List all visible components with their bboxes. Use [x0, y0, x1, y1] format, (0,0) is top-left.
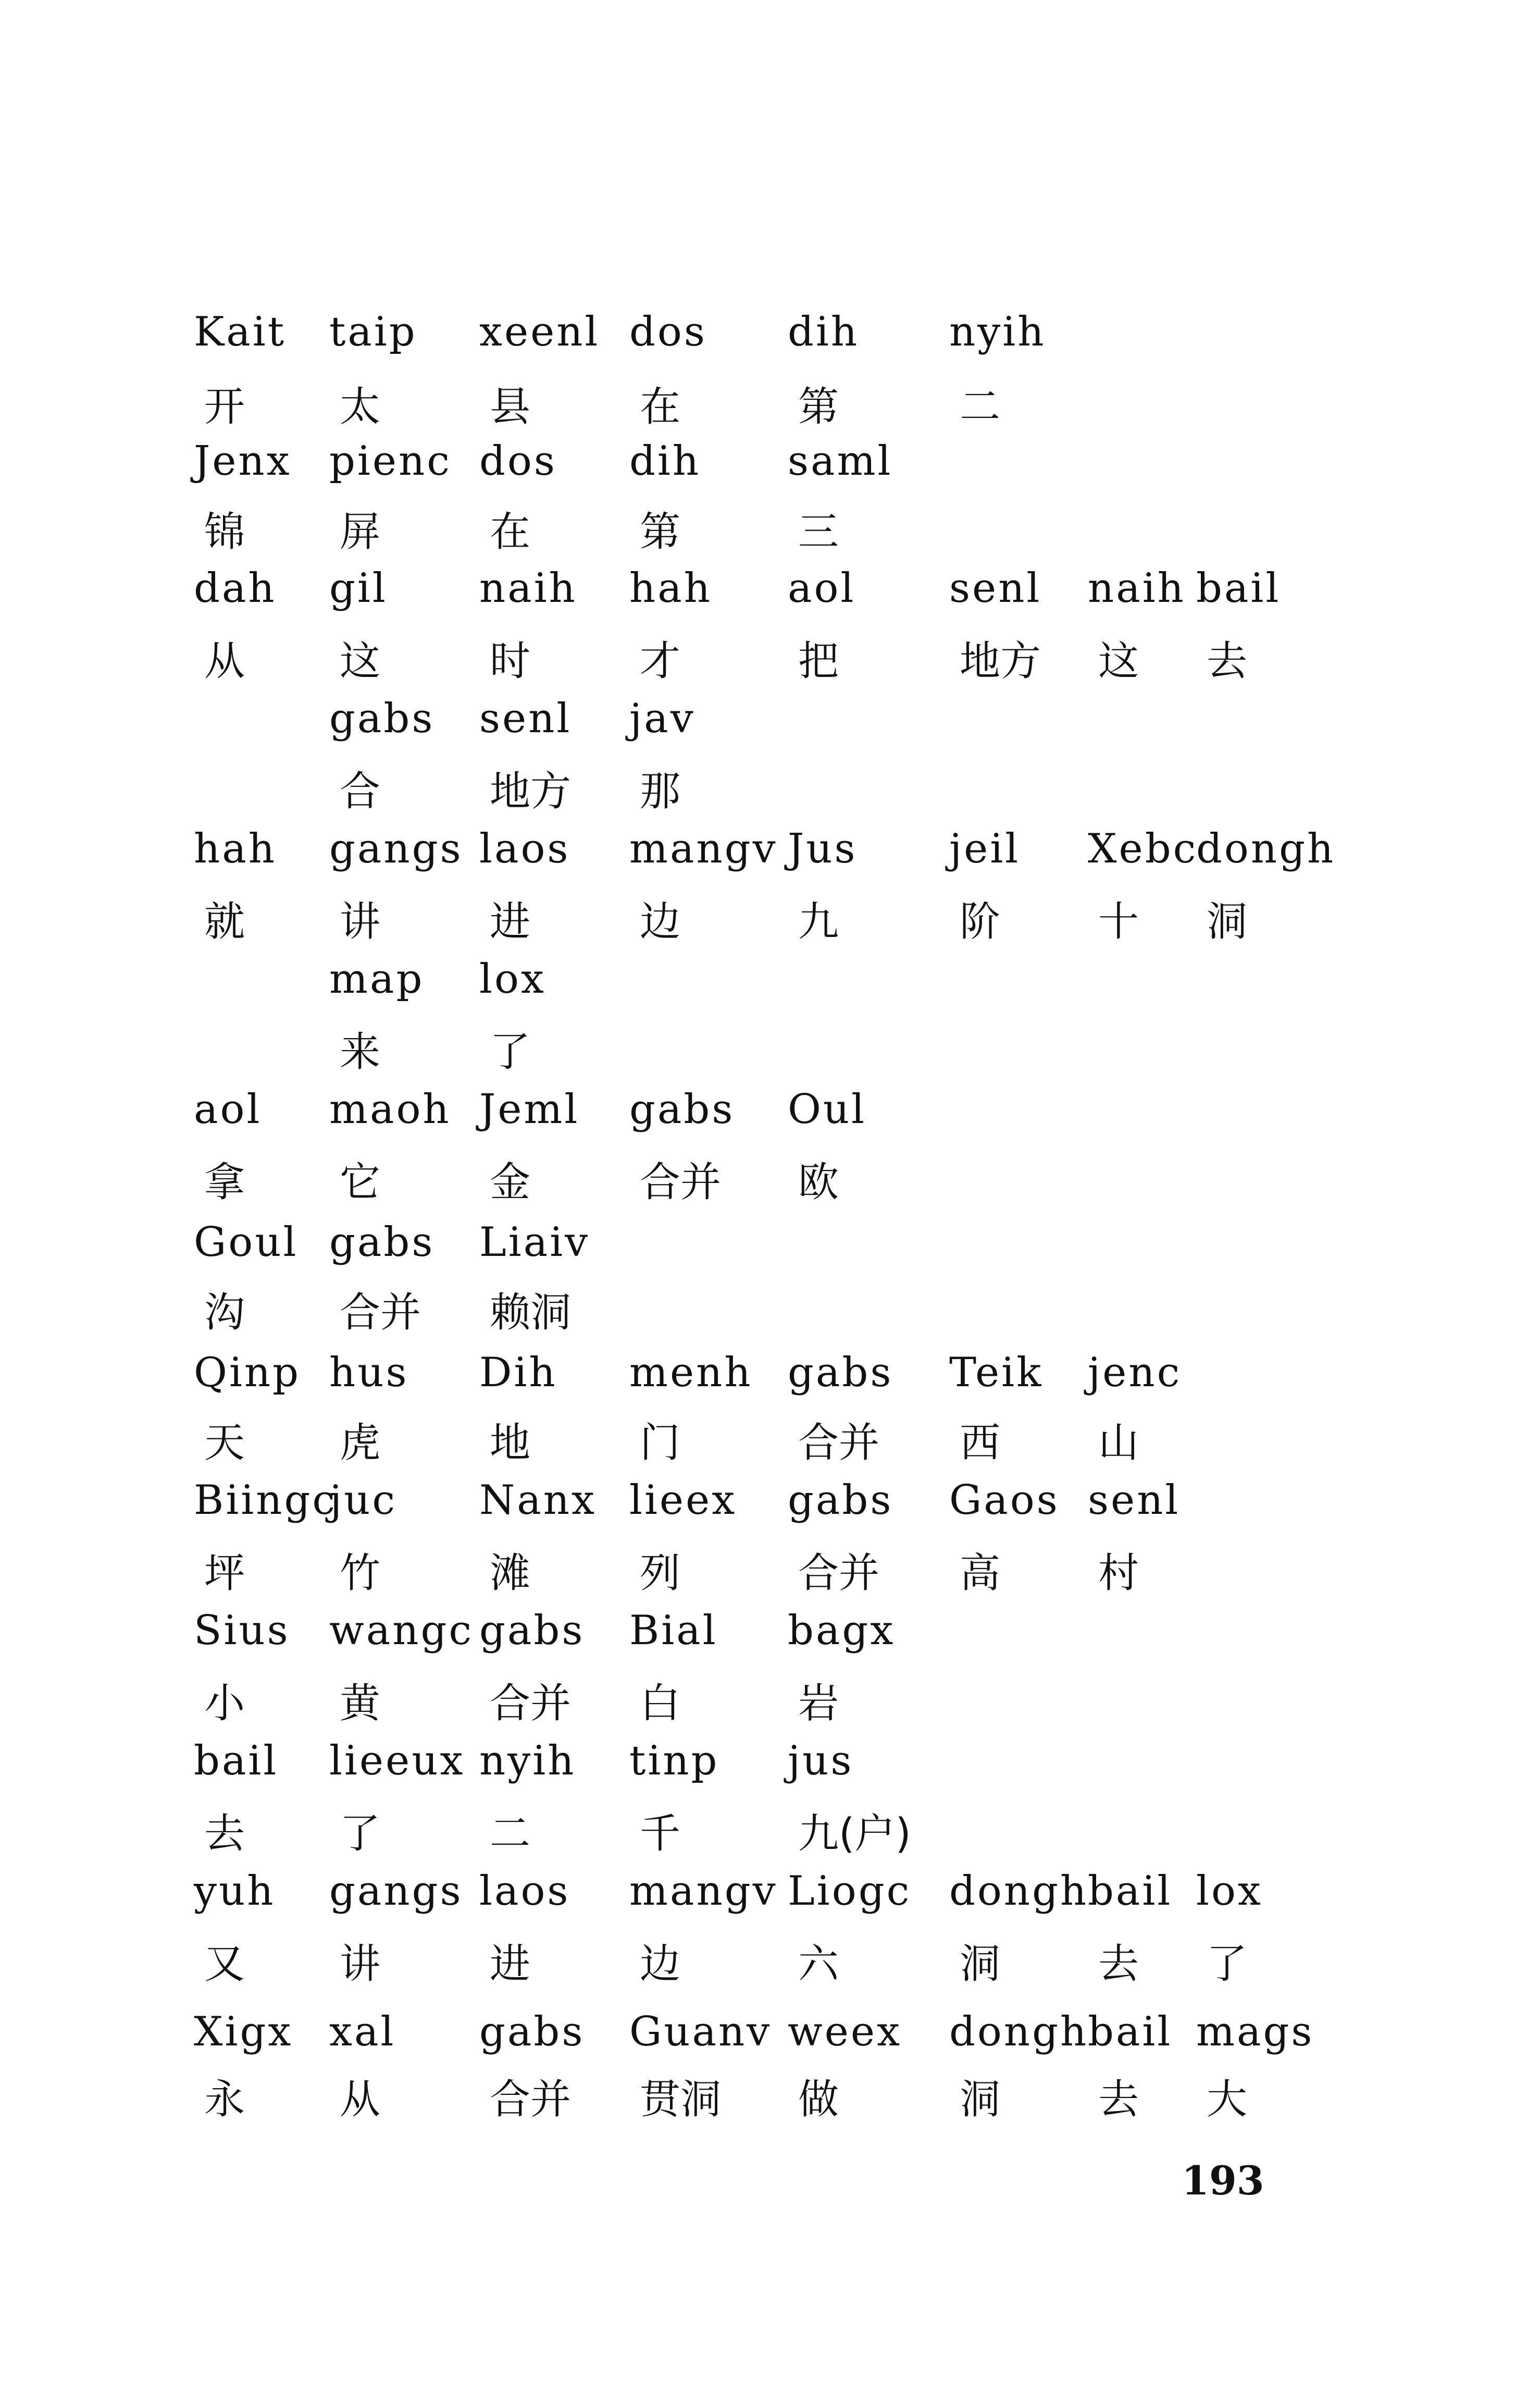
- chinese-gloss: 又: [204, 1941, 245, 1988]
- gloss-line: [0, 1941, 1540, 2006]
- romanized-word: xal: [329, 2008, 396, 2055]
- romanized-word: Liogc: [788, 1868, 912, 1915]
- romanized-line: [0, 438, 1540, 503]
- chinese-gloss: 时: [490, 638, 531, 685]
- chinese-gloss: 坪: [204, 1550, 245, 1597]
- romanized-word: Gaos: [949, 1477, 1060, 1524]
- romanized-word: Kait: [194, 309, 287, 355]
- chinese-gloss: 地方: [490, 768, 572, 815]
- gloss-line: [0, 1420, 1540, 1485]
- romanized-word: bail: [1088, 2008, 1173, 2055]
- romanized-word: dongh: [1196, 825, 1336, 872]
- romanized-word: Sius: [194, 1607, 290, 1654]
- chinese-gloss: 做: [798, 2076, 839, 2123]
- romanized-word: gabs: [479, 1607, 585, 1654]
- chinese-gloss: 黄: [340, 1680, 381, 1727]
- romanized-word: maoh: [329, 1086, 451, 1133]
- romanized-word: mags: [1196, 2008, 1314, 2055]
- chinese-gloss: 合并: [798, 1420, 880, 1466]
- chinese-gloss: 赖洞: [490, 1289, 572, 1336]
- romanized-word: hus: [329, 1349, 409, 1396]
- chinese-gloss: 县: [490, 384, 531, 430]
- romanized-word: Qinp: [194, 1349, 301, 1396]
- chinese-gloss: 天: [204, 1420, 245, 1466]
- chinese-gloss: 六: [798, 1941, 839, 1988]
- gloss-line: [0, 1680, 1540, 1746]
- romanized-word: bagx: [788, 1607, 896, 1654]
- romanized-word: Guanv: [629, 2008, 772, 2055]
- gloss-line: [0, 1550, 1540, 1615]
- chinese-gloss: 岩: [798, 1680, 839, 1727]
- chinese-gloss: 去: [1207, 638, 1248, 685]
- romanized-line: [0, 1737, 1540, 1803]
- romanized-word: Jeml: [479, 1086, 580, 1133]
- romanized-line: [0, 1607, 1540, 1673]
- romanized-word: yuh: [194, 1868, 276, 1915]
- chinese-gloss: 千: [640, 1810, 681, 1857]
- chinese-gloss: 九: [798, 898, 839, 945]
- romanized-word: wangc: [329, 1607, 474, 1654]
- romanized-line: [0, 956, 1540, 1021]
- romanized-word: lieex: [629, 1477, 737, 1524]
- romanized-word: Oul: [788, 1086, 867, 1133]
- romanized-word: juc: [329, 1477, 398, 1524]
- gloss-line: [0, 638, 1540, 704]
- romanized-word: Dih: [479, 1349, 557, 1396]
- chinese-gloss: 列: [640, 1550, 681, 1597]
- gloss-line: [0, 1029, 1540, 1094]
- chinese-gloss: 讲: [340, 898, 381, 945]
- chinese-gloss: 第: [798, 384, 839, 430]
- chinese-gloss: 竹: [340, 1550, 381, 1597]
- romanized-word: jav: [629, 695, 696, 742]
- romanized-word: Jenx: [194, 438, 292, 485]
- chinese-gloss: 拿: [204, 1159, 245, 1206]
- romanized-word: gabs: [329, 695, 435, 742]
- romanized-word: Jus: [788, 825, 858, 872]
- romanized-word: tinp: [629, 1737, 719, 1784]
- chinese-gloss: 边: [640, 1941, 681, 1988]
- romanized-line: [0, 1219, 1540, 1285]
- romanized-word: map: [329, 956, 425, 1003]
- chinese-gloss: 屏: [340, 509, 381, 556]
- romanized-word: Nanx: [479, 1477, 597, 1524]
- chinese-gloss: 西: [960, 1420, 1001, 1466]
- romanized-word: nyih: [479, 1737, 576, 1784]
- romanized-word: gabs: [479, 2008, 585, 2055]
- chinese-gloss: 去: [1098, 1941, 1139, 1988]
- chinese-gloss: 太: [340, 384, 381, 430]
- chinese-gloss: 合并: [490, 1680, 572, 1727]
- gloss-line: [0, 898, 1540, 964]
- romanized-line: [0, 825, 1540, 891]
- romanized-word: gabs: [629, 1086, 735, 1133]
- chinese-gloss: 虎: [340, 1420, 381, 1466]
- chinese-gloss: 才: [640, 638, 681, 685]
- romanized-word: dos: [629, 309, 707, 355]
- romanized-word: lieeux: [329, 1737, 465, 1784]
- romanized-word: dongh: [949, 2008, 1089, 2055]
- romanized-word: aol: [788, 565, 856, 612]
- chinese-gloss: 二: [490, 1810, 531, 1857]
- chinese-gloss: 合: [340, 768, 381, 815]
- romanized-line: [0, 309, 1540, 374]
- chinese-gloss: 开: [204, 384, 245, 430]
- romanized-word: naih: [1088, 565, 1186, 612]
- gloss-line: [0, 2076, 1540, 2142]
- romanized-word: gabs: [788, 1477, 893, 1524]
- gloss-line: [0, 768, 1540, 834]
- chinese-gloss: 去: [1098, 2076, 1139, 2123]
- romanized-line: [0, 1477, 1540, 1543]
- chinese-gloss: 讲: [340, 1941, 381, 1988]
- chinese-gloss: 它: [340, 1159, 381, 1206]
- chinese-gloss: 金: [490, 1159, 531, 1206]
- page-number: 193: [1182, 2157, 1264, 2204]
- romanized-word: senl: [949, 565, 1042, 612]
- chinese-gloss: 滩: [490, 1550, 531, 1597]
- chinese-gloss: 在: [640, 384, 681, 430]
- romanized-word: aol: [194, 1086, 262, 1133]
- chinese-gloss: 合并: [490, 2076, 572, 2123]
- chinese-gloss: 合并: [798, 1550, 880, 1597]
- romanized-word: dah: [194, 565, 277, 612]
- romanized-word: dos: [479, 438, 557, 485]
- romanized-word: gil: [329, 565, 388, 612]
- chinese-gloss: 在: [490, 509, 531, 556]
- chinese-gloss: 沟: [204, 1289, 245, 1336]
- chinese-gloss: 地: [490, 1420, 531, 1466]
- gloss-line: [0, 1289, 1540, 1355]
- chinese-gloss: 高: [960, 1550, 1001, 1597]
- chinese-gloss: 进: [490, 1941, 531, 1988]
- chinese-gloss: 来: [340, 1029, 381, 1076]
- romanized-word: jus: [788, 1737, 854, 1784]
- romanized-word: dih: [629, 438, 701, 485]
- chinese-gloss: 洞: [960, 1941, 1001, 1988]
- chinese-gloss: 第: [640, 509, 681, 556]
- romanized-word: naih: [479, 565, 577, 612]
- romanized-word: mangv: [629, 825, 778, 872]
- romanized-line: [0, 695, 1540, 761]
- romanized-word: jenc: [1088, 1349, 1182, 1396]
- gloss-line: [0, 1159, 1540, 1225]
- romanized-word: bail: [1088, 1868, 1173, 1915]
- chinese-gloss: 了: [1207, 1941, 1248, 1988]
- chinese-gloss: 这: [1098, 638, 1139, 685]
- romanized-word: dongh: [949, 1868, 1089, 1915]
- chinese-gloss: 小: [204, 1680, 245, 1727]
- chinese-gloss: 把: [798, 638, 839, 685]
- romanized-word: nyih: [949, 309, 1046, 355]
- chinese-gloss: 那: [640, 768, 681, 815]
- chinese-gloss: 去: [204, 1810, 245, 1857]
- romanized-word: xeenl: [479, 309, 600, 355]
- chinese-gloss: 欧: [798, 1159, 839, 1206]
- romanized-word: lox: [479, 956, 546, 1003]
- romanized-word: hah: [629, 565, 712, 612]
- romanized-word: Bial: [629, 1607, 718, 1654]
- romanized-word: Goul: [194, 1219, 299, 1266]
- chinese-gloss: 合并: [640, 1159, 722, 1206]
- romanized-word: pienc: [329, 438, 452, 485]
- chinese-gloss: 就: [204, 898, 245, 945]
- chinese-gloss: 阶: [960, 898, 1001, 945]
- chinese-gloss: 三: [798, 509, 839, 556]
- romanized-word: mangv: [629, 1868, 778, 1915]
- romanized-word: gangs: [329, 825, 463, 872]
- chinese-gloss: 门: [640, 1420, 681, 1466]
- romanized-word: bail: [1196, 565, 1281, 612]
- romanized-word: laos: [479, 825, 570, 872]
- chinese-gloss: 洞: [960, 2076, 1001, 2123]
- chinese-gloss: 十: [1098, 898, 1139, 945]
- chinese-gloss: 了: [490, 1029, 531, 1076]
- romanized-line: [0, 1086, 1540, 1152]
- chinese-gloss: 进: [490, 898, 531, 945]
- romanized-line: [0, 1868, 1540, 1933]
- chinese-gloss: 大: [1207, 2076, 1248, 2123]
- romanized-word: dih: [788, 309, 860, 355]
- chinese-gloss: 这: [340, 638, 381, 685]
- chinese-gloss: 了: [340, 1810, 381, 1857]
- romanized-word: jeil: [949, 825, 1021, 872]
- chinese-gloss: 山: [1098, 1420, 1139, 1466]
- chinese-gloss: 锦: [204, 509, 245, 556]
- romanized-word: Teik: [949, 1349, 1044, 1396]
- romanized-word: bail: [194, 1737, 279, 1784]
- romanized-word: gabs: [329, 1219, 435, 1266]
- romanized-word: laos: [479, 1868, 570, 1915]
- romanized-word: gangs: [329, 1868, 463, 1915]
- romanized-line: [0, 2008, 1540, 2074]
- chinese-gloss: 村: [1098, 1550, 1139, 1597]
- romanized-word: hah: [194, 825, 277, 872]
- chinese-gloss: 白: [640, 1680, 681, 1727]
- chinese-gloss: 地方: [960, 638, 1041, 685]
- romanized-word: saml: [788, 438, 893, 485]
- chinese-gloss: 永: [204, 2076, 245, 2123]
- chinese-gloss: 贯洞: [640, 2076, 722, 2123]
- romanized-word: weex: [788, 2008, 902, 2055]
- chinese-gloss: 洞: [1207, 898, 1248, 945]
- chinese-gloss: 二: [960, 384, 1001, 430]
- romanized-word: senl: [479, 695, 572, 742]
- romanized-word: taip: [329, 309, 417, 355]
- chinese-gloss: 九(户): [798, 1810, 911, 1857]
- romanized-word: lox: [1196, 1868, 1263, 1915]
- romanized-word: senl: [1088, 1477, 1181, 1524]
- chinese-gloss: 从: [204, 638, 245, 685]
- romanized-word: Xebc: [1088, 825, 1198, 872]
- romanized-word: menh: [629, 1349, 753, 1396]
- romanized-line: [0, 565, 1540, 631]
- chinese-gloss: 合并: [340, 1289, 421, 1336]
- romanized-word: Liaiv: [479, 1219, 590, 1266]
- chinese-gloss: 边: [640, 898, 681, 945]
- chinese-gloss: 从: [340, 2076, 381, 2123]
- gloss-line: [0, 1810, 1540, 1876]
- romanized-word: gabs: [788, 1349, 893, 1396]
- romanized-word: Xigx: [194, 2008, 293, 2055]
- romanized-line: [0, 1349, 1540, 1415]
- romanized-word: Biingc: [194, 1477, 338, 1524]
